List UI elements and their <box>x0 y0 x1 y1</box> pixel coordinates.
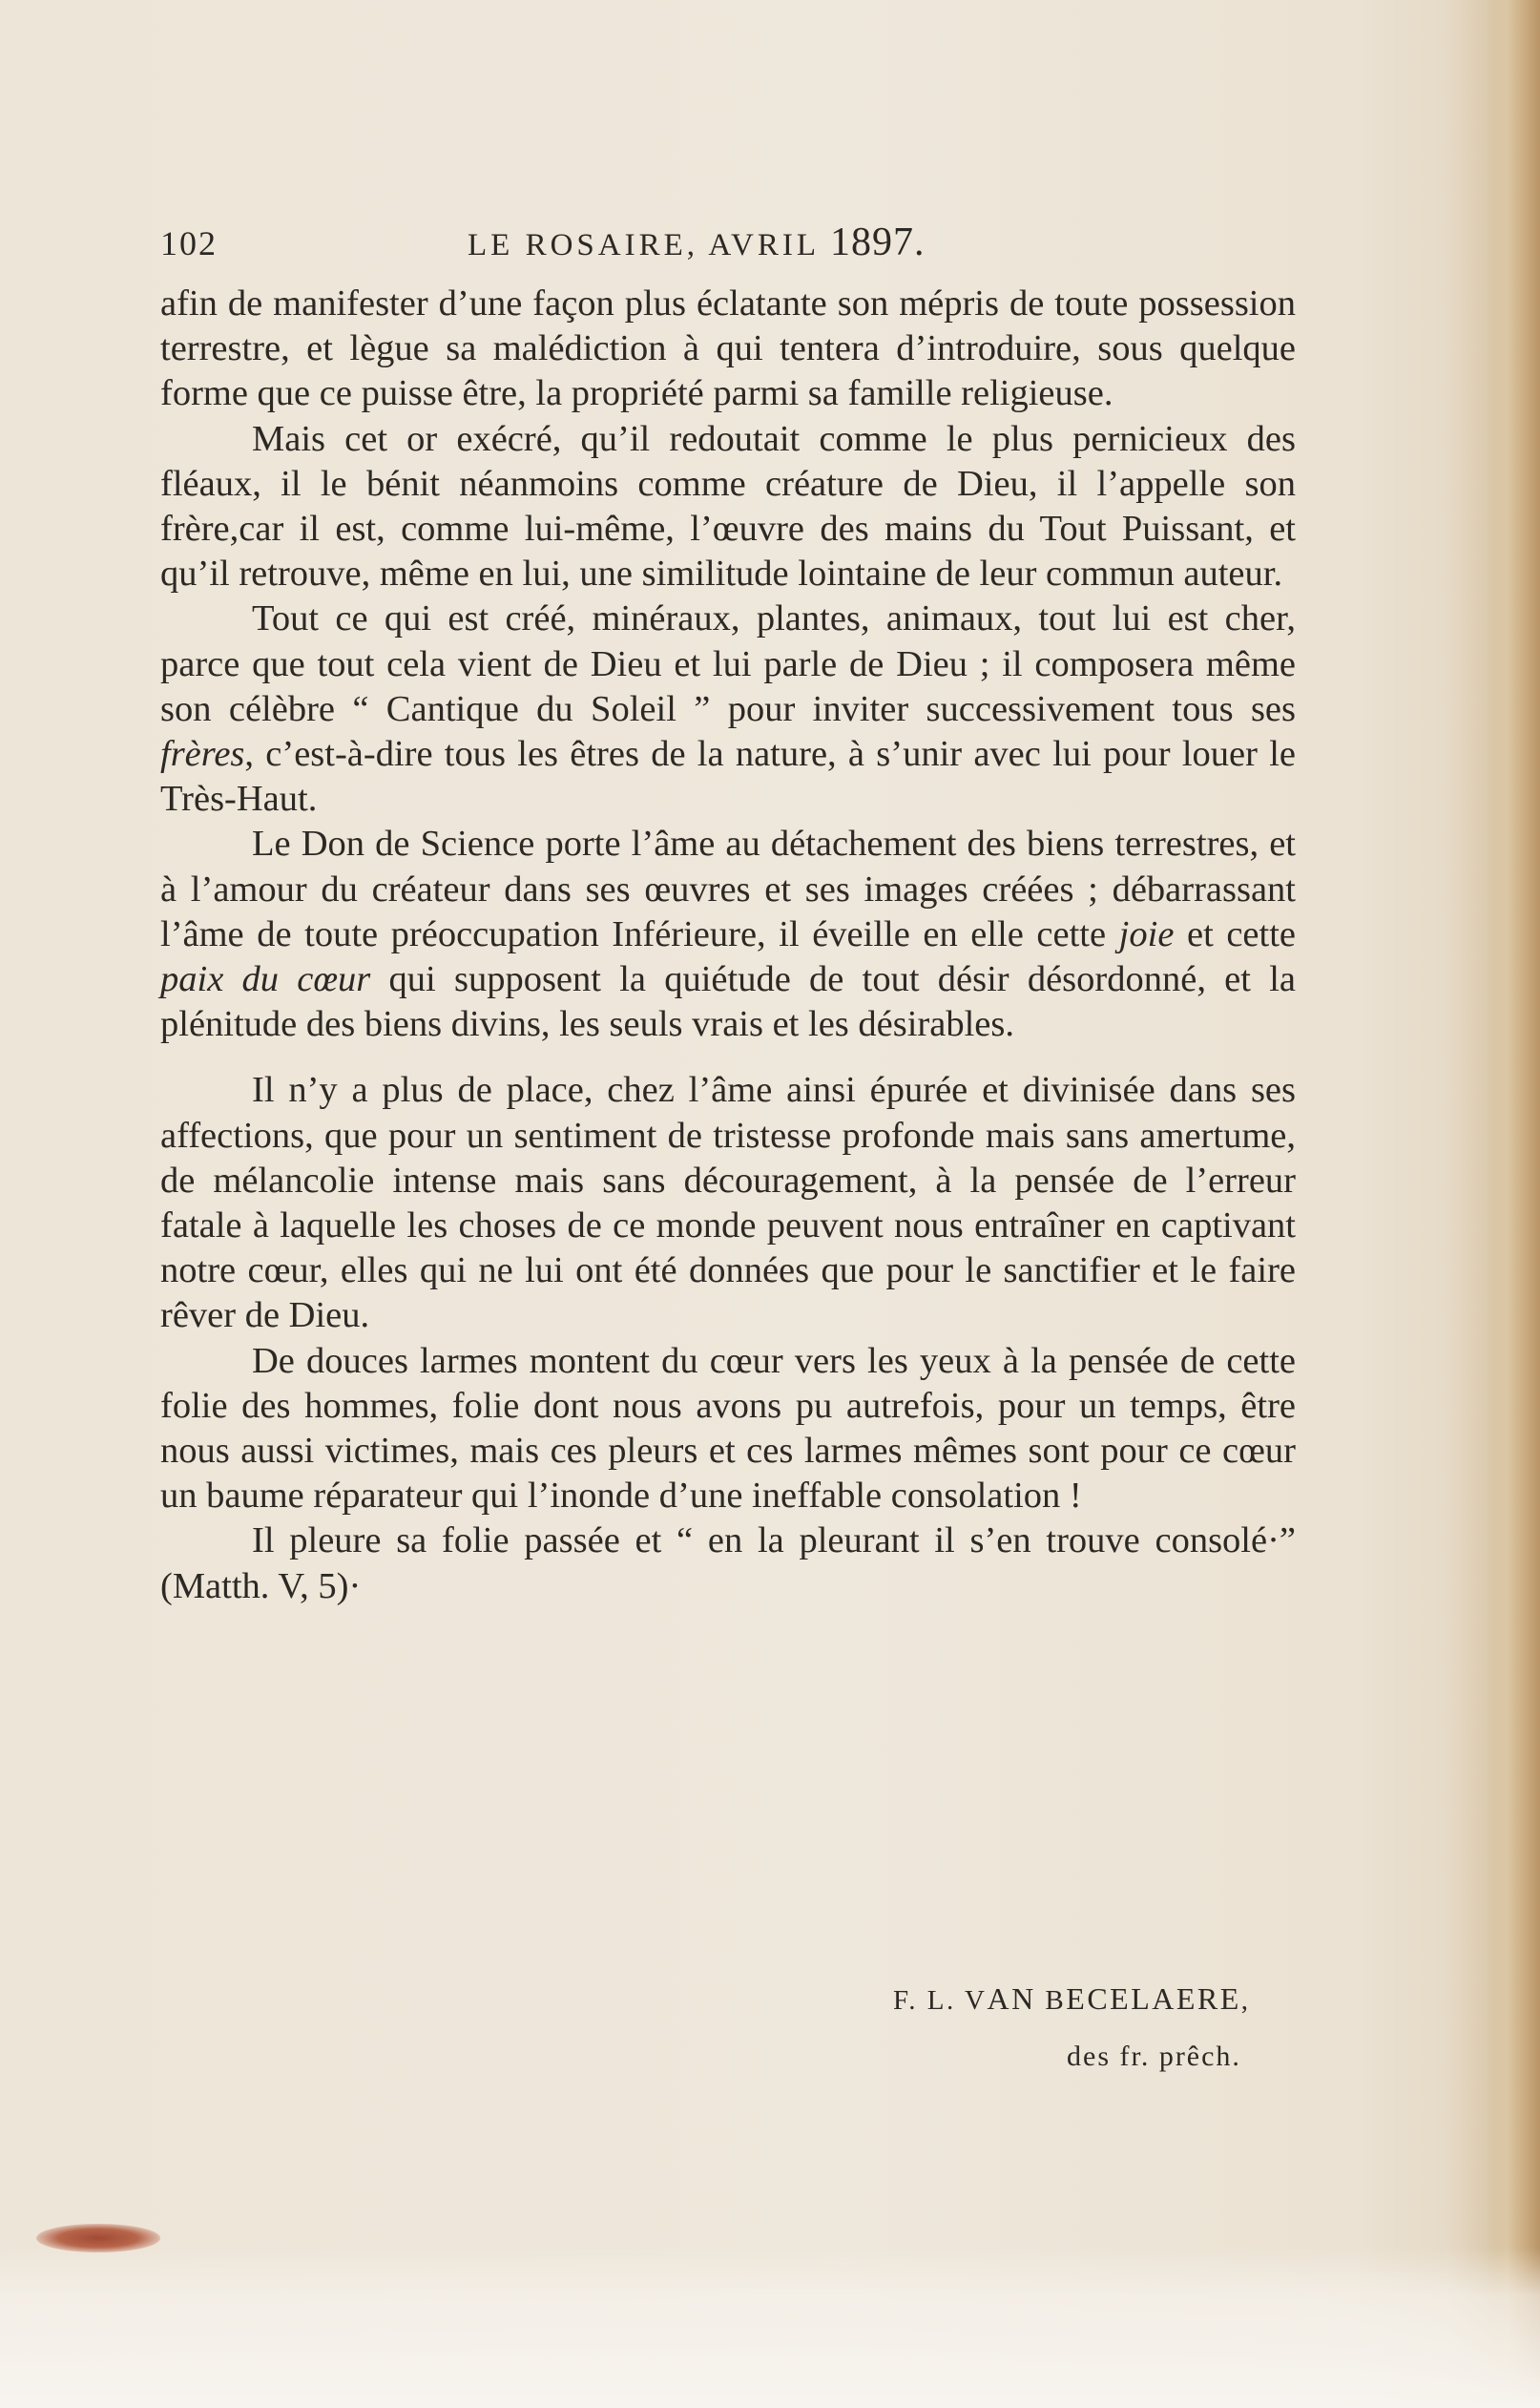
signature-mid: B <box>1035 1985 1067 2016</box>
paragraph-6: De douces larmes montent du cœur vers les yeux à la pensée de cette folie des hommes, folie dont nous avons pu autrefois, pour un temps, être nous aussi victimes, mais ces pleurs et ces larmes mêmes sont pour ce cœur un baume réparateur qui l’inonde d’une ineffable consolation ! <box>160 1340 1296 1517</box>
paragraph-2: Mais cet or exécré, qu’il redoutait comme le plus pernicieux des fléaux, il le bénit néanmoins comme créature de Dieu, il l’appelle son frère,car il est, comme lui-même, l’œuvre des mains du Tout Puissant, et qu’il retrouve, même en lui, une similitude lointaine de leur commun auteur. <box>160 418 1296 595</box>
paragraph-4-italic-paix: paix du cœur <box>160 959 371 1000</box>
paragraph-3-text-a: Tout ce qui est créé, minéraux, plantes, animaux, tout lui est cher, parce que tout cela vient de Dieu et lui parle de Dieu ; il composera même son célèbre “ Cantique du Soleil ” pour inviter successivement tous ses <box>160 598 1296 729</box>
red-ink-stain <box>36 2224 160 2252</box>
signature-prefix: F. L. V <box>893 1985 988 2016</box>
running-header <box>160 216 1296 273</box>
paragraph-4 <box>160 822 1296 1047</box>
page-number: 102 <box>160 224 218 262</box>
running-title <box>468 220 926 265</box>
paragraph-4-text-c: qui supposent la quiétude de tout désir désordonné, et la plénitude des biens divins, les seuls vrais et les désirables. <box>160 959 1296 1045</box>
paragraph-3-text-b: , c’est-à-dire tous les êtres de la nature, à s’unir avec lui pour louer le Très-Haut. <box>160 734 1296 820</box>
paragraph-1: afin de manifester d’une façon plus éclatante son mépris de toute possession terrestre, et lègue sa malédiction à qui tentera d’introduire, sous quelque forme que ce puisse être, la propriété parmi sa famille religieuse. <box>160 283 1296 414</box>
running-title-year: 1897. <box>830 220 926 264</box>
paragraph-3-italic: frères <box>160 734 245 775</box>
signature-smallcaps-2: ECELAERE <box>1066 1981 1241 2016</box>
paragraph-4-text-b: et cette <box>1174 913 1296 954</box>
page-bottom-fade <box>0 2248 1540 2408</box>
paragraph-7: Il pleure sa folie passée et “ en la pleurant il s’en trouve consolé·” (Matth. V, 5)· <box>160 1520 1296 1606</box>
signature-smallcaps-1: AN <box>987 1981 1036 2016</box>
page-spine-shadow <box>1485 0 1540 2408</box>
paragraph-5: Il n’y a plus de place, chez l’âme ainsi épurée et divinisée dans ses affections, que pour un sentiment de tristesse profonde mais sans amertume, de mélancolie intense mais sans découragement, à la pensée de l’erreur fatale à laquelle les choses de ce monde peuvent nous entraîner en captivant notre cœur, elles qui ne lui ont été données que pour le sanctifier et le faire rêver de Dieu. <box>160 1070 1296 1336</box>
running-title-text: LE ROSAIRE, AVRIL <box>468 228 819 262</box>
paragraph-4-text-a: Le Don de Science porte l’âme au détachement des biens terrestres, et à l’amour du créateur dans ses œuvres et ses images créées ; débarrassant l’âme de toute préoccupation Inférieure, il éveille en elle cette <box>160 824 1296 954</box>
paragraph-4-italic-joie: joie <box>1118 913 1175 954</box>
signature-suffix: , <box>1240 1985 1251 2016</box>
article-body <box>160 282 1296 1609</box>
author-signature <box>893 1981 1251 2017</box>
author-order: des fr. prêch. <box>1067 2041 1241 2072</box>
paragraph-3 <box>160 597 1296 822</box>
